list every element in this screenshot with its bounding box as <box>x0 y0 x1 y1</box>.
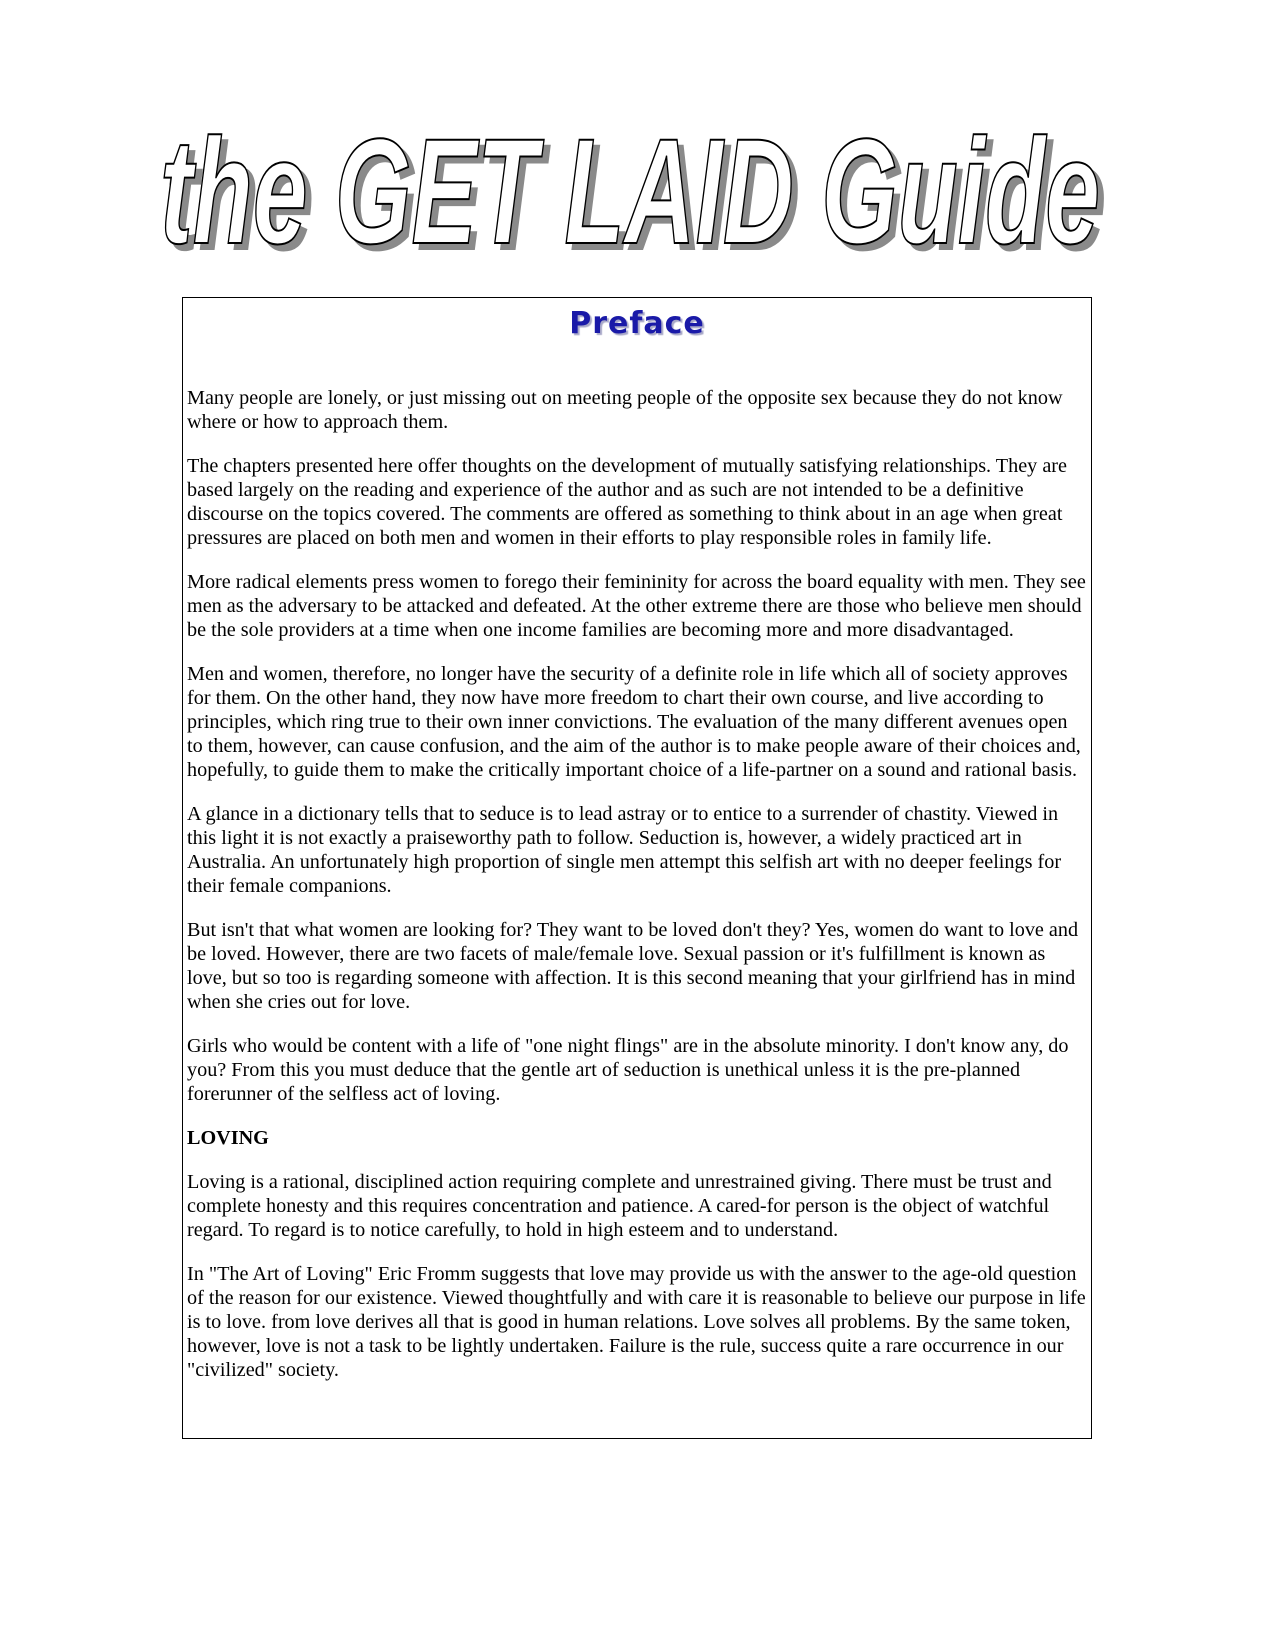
paragraph: Many people are lonely, or just missing out on meeting people of the opposite sex because they do not know where or how to approach them. <box>187 387 1063 433</box>
paragraph: Loving is a rational, disciplined action requiring complete and unrestrained giving. There must be trust and complete honesty and this requires concentration and patience. A cared-for person is the object of watchful regard. To regard is to notice carefully, to hold in high esteem and to understand. <box>187 1171 1052 1241</box>
paragraph: The chapters presented here offer thoughts on the development of mutually satisfying relationships. They are based largely on the reading and experience of the author and as such are not intended to be a definitive discourse on the topics covered. The comments are offered as something to think about in an age when great pressures are placed on both men and women in their efforts to play responsible roles in family life. <box>187 455 1067 549</box>
section-heading-loving: LOVING <box>187 1127 269 1149</box>
paragraph: Men and women, therefore, no longer have the security of a definite role in life which all of society approves for them. On the other hand, they now have more freedom to chart their own course, and live according to principles, which ring true to their own inner convictions. The evaluation of the many different avenues open to them, however, can cause confusion, and the aim of the author is to make people aware of their choices and, hopefully, to guide them to make the critically important choice of a life-partner on a sound and rational basis. <box>187 663 1081 781</box>
preface-body <box>187 386 1087 1402</box>
paragraph: Girls who would be content with a life of "one night flings" are in the absolute minority. I don't know any, do you? From this you must deduce that the gentle art of seduction is unethical unless it is the pre-planned forerunner of the selfless act of loving. <box>187 1035 1069 1105</box>
paragraph: A glance in a dictionary tells that to seduce is to lead astray or to entice to a surrender of chastity. Viewed in this light it is not exactly a praiseworthy path to follow. Seduction is, however, a widely practiced art in Australia. An unfortunately high proportion of single men attempt this selfish art with no deeper feelings for their female companions. <box>187 803 1062 897</box>
banner-title-shadow: the GET LAID Guide <box>166 113 1106 270</box>
paragraph: But isn't that what women are looking for? They want to be loved don't they? Yes, women do want to love and be loved. However, there are two facets of male/female love. Sexual passion or it's fulfillment is known as love, but so too is regarding someone with affection. It is this second meaning that your girlfriend has in mind when she cries out for love. <box>187 919 1079 1013</box>
banner-title <box>150 100 1110 270</box>
paragraph: More radical elements press women to forego their femininity for across the board equality with men. They see men as the adversary to be attacked and defeated. At the other extreme there are those who believe men should be the sole providers at a time when one income families are becoming more and more disadvantaged. <box>187 571 1086 641</box>
preface-box <box>182 297 1092 1439</box>
preface-title: Preface <box>569 306 705 341</box>
paragraph: In "The Art of Loving" Eric Fromm suggests that love may provide us with the answer to the age-old question of the reason for our existence. Viewed thoughtfully and with care it is reasonable to believe our purpose in life is to love. from love derives all that is good in human relations. Love solves all problems. By the same token, however, love is not a task to be lightly undertaken. Failure is the rule, success quite a rare occurrence in our "civilized" society. <box>187 1263 1086 1381</box>
banner-title-outline: the GET LAID Guide <box>160 107 1100 270</box>
banner-title-svg <box>150 100 1110 270</box>
